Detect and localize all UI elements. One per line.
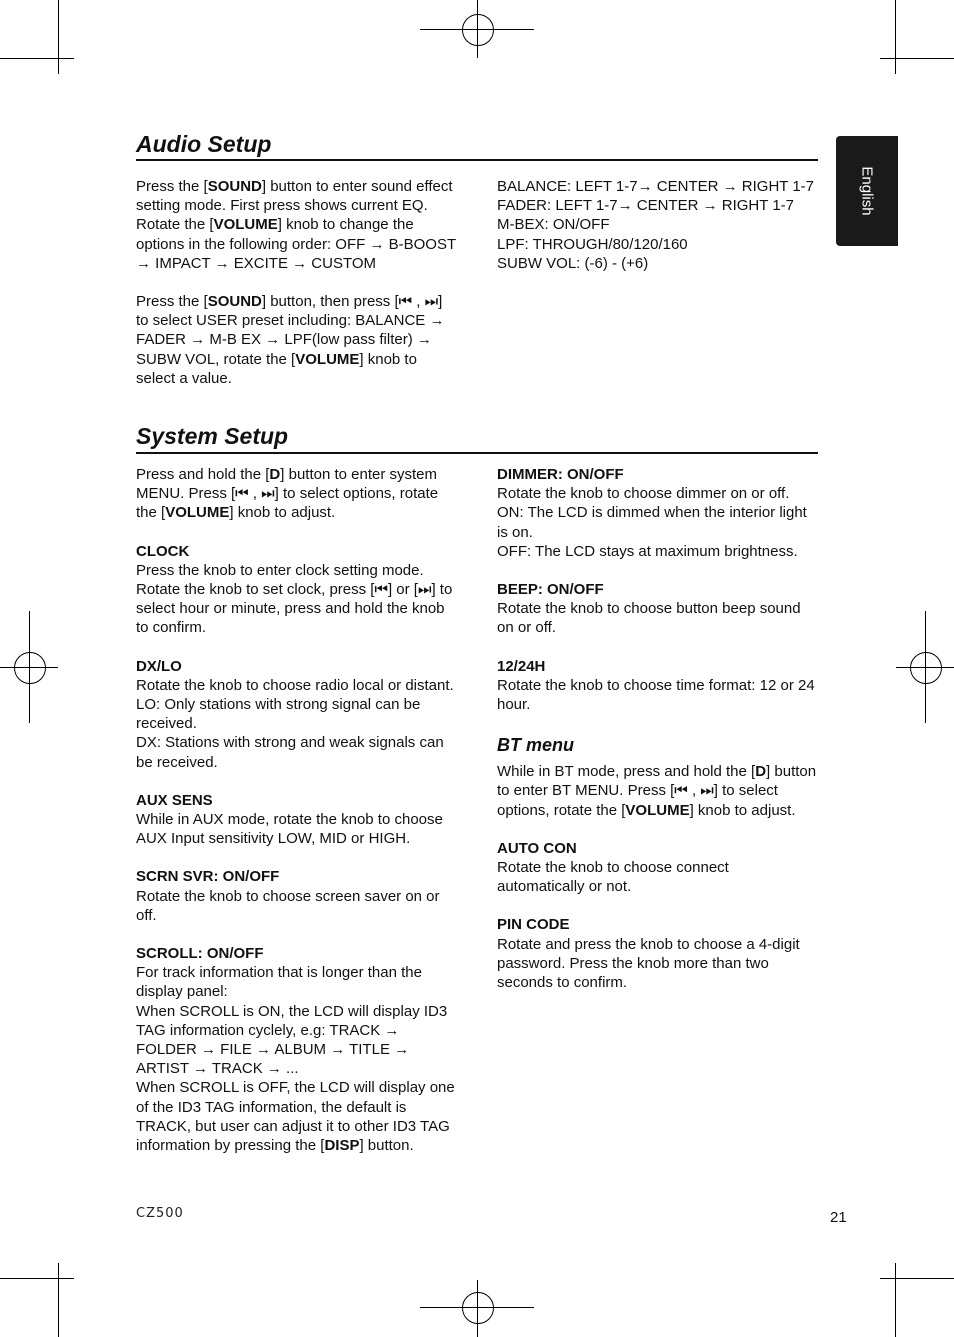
text-run: While in BT mode, press and hold the [: [497, 763, 756, 781]
model-name: CZ500: [136, 1206, 184, 1221]
bold-term: DISP: [324, 1137, 360, 1155]
text-run: Press the [: [136, 293, 208, 311]
setting-title: AUX SENS: [136, 791, 213, 809]
setting-item: [497, 839, 819, 897]
heading-rule: [136, 159, 818, 161]
setting-item: [497, 657, 819, 715]
setting-title: 12/24H: [497, 657, 546, 675]
setting-description: OFF: The LCD stays at maximum brightness.: [497, 542, 798, 560]
audio-paragraph: [136, 292, 458, 388]
setting-description: For track information that is longer than the display panel:: [136, 964, 422, 1001]
setting-title: DIMMER: ON/OFF: [497, 466, 624, 483]
text-run: ] button to enter system MENU. Press [⏮ , ⏭] to select options, rotate the [: [136, 466, 439, 522]
setting-description: DX: Stations with strong and weak signals can be received.: [136, 734, 444, 771]
setting-title: AUTO CON: [497, 839, 577, 857]
text-run: ] knob to adjust.: [689, 801, 796, 819]
setting-title: CLOCK: [136, 542, 190, 560]
setting-title: SCRN SVR: ON/OFF: [136, 868, 280, 886]
bold-term: D: [755, 763, 767, 781]
audio-paragraph: [136, 177, 458, 273]
audio-setup-heading: Audio Setup: [136, 131, 272, 157]
system-right-column: [497, 465, 819, 1011]
bold-term: SOUND: [207, 178, 262, 195]
audio-setting-line: BALANCE: LEFT 1-7→ CENTER → RIGHT 1-7: [497, 178, 815, 195]
audio-setting-line: LPF: THROUGH/80/120/160: [497, 235, 688, 253]
language-tab: English: [836, 136, 898, 246]
setting-description: ON: The LCD is dimmed when the interior light is on.: [497, 504, 807, 541]
audio-setting-line: M-BEX: ON/OFF: [497, 216, 610, 234]
bold-term: VOLUME: [165, 504, 230, 522]
bold-term: VOLUME: [295, 350, 360, 368]
audio-right-column: [497, 177, 819, 273]
bold-term: VOLUME: [213, 216, 278, 234]
page-number: 21: [830, 1209, 847, 1226]
setting-item: [497, 580, 819, 638]
setting-title: BEEP: ON/OFF: [497, 581, 604, 599]
bold-term: SOUND: [207, 293, 262, 311]
text-run: Press the [: [136, 178, 208, 195]
text-run: ] button.: [359, 1137, 414, 1155]
setting-item: [497, 915, 819, 992]
system-intro: [136, 465, 460, 523]
audio-left-column: [136, 177, 458, 407]
setting-item: [136, 657, 460, 772]
setting-description: Rotate the knob to choose connect automatically or not.: [497, 859, 729, 896]
setting-description: Rotate the knob to choose time format: 12 or 24 hour.: [497, 676, 815, 714]
setting-description: Rotate the knob to choose button beep sound on or off.: [497, 600, 801, 637]
system-left-column: [136, 465, 460, 1155]
bold-term: D: [269, 466, 281, 483]
setting-item: [497, 465, 819, 561]
text-run: ] button to enter BT MENU. Press [⏮ , ⏭] to select options, rotate the [: [497, 763, 817, 819]
bt-items: [497, 839, 819, 992]
text-run: ] knob to select a value.: [136, 350, 417, 387]
setting-description: When SCROLL is ON, the LCD will display ID3 TAG information cyclely, e.g: TRACK → FOLDER → FILE → ALBUM → TITLE → ARTIST → TRACK → ...: [136, 1002, 448, 1078]
bt-intro: [497, 762, 819, 820]
setting-description: Press the knob to enter clock setting mode. Rotate the knob to set clock, press [⏮] or [⏭] to select hour or minute, press and hold the knob to confirm.: [136, 561, 453, 637]
setting-description: Rotate the knob to choose screen saver on or off.: [136, 887, 440, 924]
text-run: ] knob to change the options in the following order: OFF → B-BOOST → IMPACT → EXCITE → CUSTOM: [136, 216, 456, 272]
setting-title: DX/LO: [136, 657, 182, 675]
text-run: ] button to enter sound effect setting mode. First press shows current EQ. Rotate the [: [136, 178, 453, 234]
system-right-items: [497, 465, 819, 714]
audio-setting-line: SUBW VOL: (-6) - (+6): [497, 254, 649, 272]
scroll-off-text: [136, 1078, 460, 1155]
bt-menu-heading: BT menu: [497, 735, 575, 756]
system-left-items: [136, 542, 460, 1079]
setting-title: SCROLL: ON/OFF: [136, 945, 264, 963]
setting-description: Rotate the knob to choose radio local or distant.: [136, 676, 454, 694]
setting-item: [136, 542, 460, 638]
setting-description: Rotate and press the knob to choose a 4-digit password. Press the knob more than two seconds to confirm.: [497, 935, 800, 992]
audio-setting-line: FADER: LEFT 1-7→ CENTER → RIGHT 1-7: [497, 197, 795, 215]
setting-description: LO: Only stations with strong signal can be received.: [136, 696, 421, 733]
setting-item: [136, 867, 460, 925]
setting-item: [136, 944, 460, 1078]
text-run: ] knob to adjust.: [229, 504, 336, 522]
setting-description: Rotate the knob to choose dimmer on or off.: [497, 485, 790, 503]
audio-settings-list: [497, 177, 819, 273]
setting-item: [136, 791, 460, 849]
text-run: When SCROLL is OFF, the LCD will display one of the ID3 TAG information, the default is TRACK, but user can adjust it to other ID3 TAG information by pressing the [: [136, 1079, 455, 1155]
system-setup-heading: System Setup: [136, 423, 289, 449]
heading-rule: [136, 452, 818, 454]
setting-description: While in AUX mode, rotate the knob to choose AUX Input sensitivity LOW, MID or HIGH.: [136, 811, 443, 848]
text-run: ] button, then press [⏮ , ⏭] to select USER preset including: BALANCE → FADER → M-B EX → LPF(low pass filter) → SUBW VOL, rotate the [: [136, 293, 445, 368]
setting-title: PIN CODE: [497, 916, 570, 934]
text-run: Press and hold the [: [136, 466, 270, 483]
bold-term: VOLUME: [625, 801, 690, 819]
